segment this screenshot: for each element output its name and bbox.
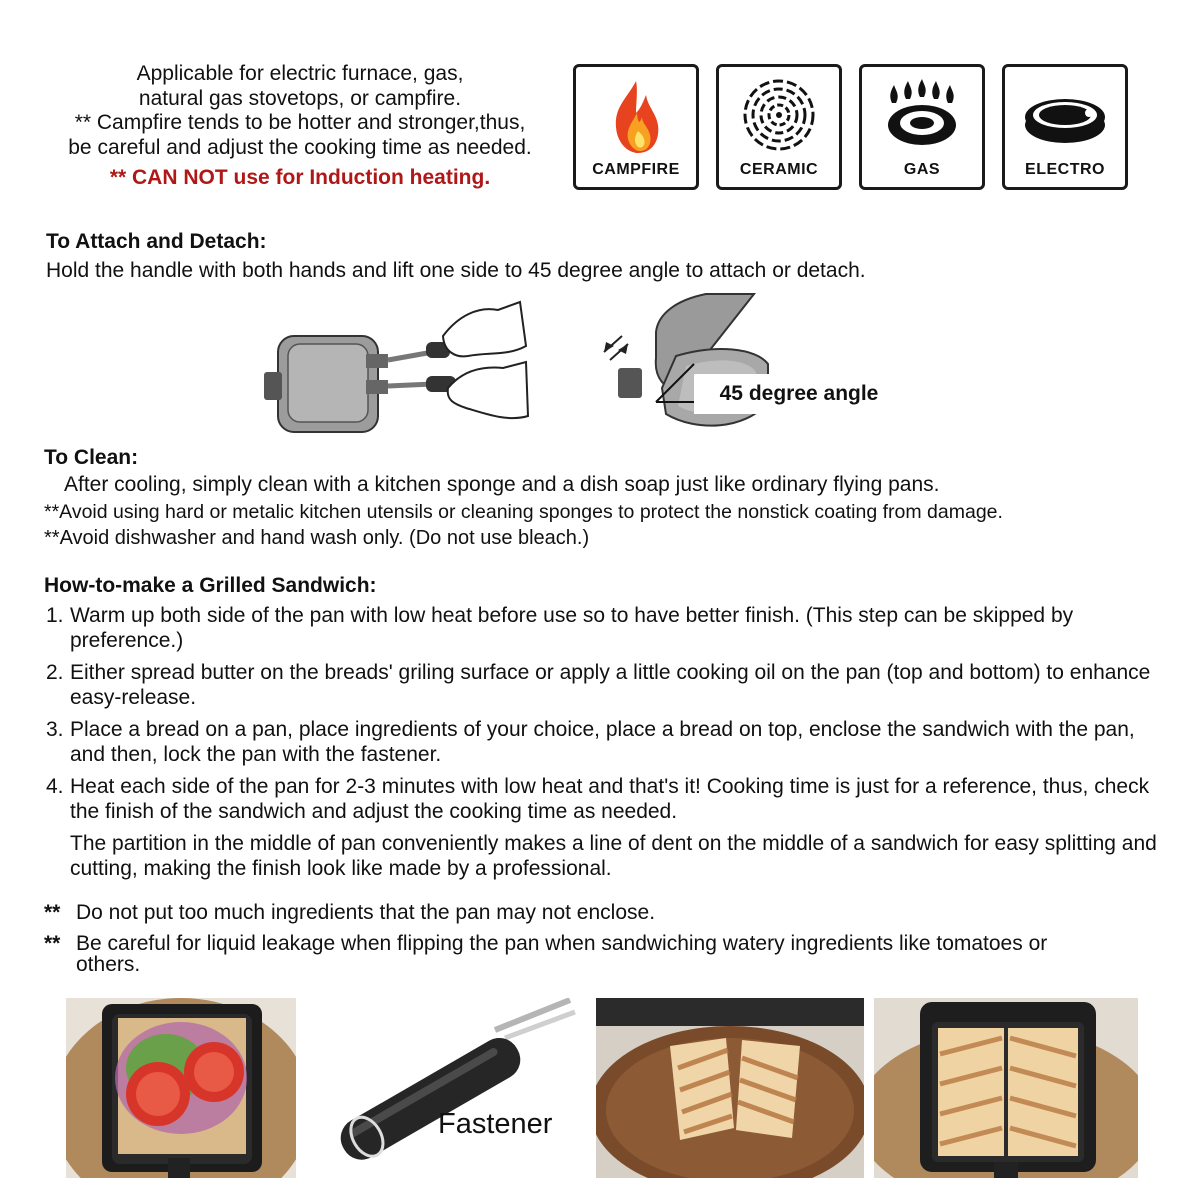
partition-note: The partition in the middle of pan conveniently makes a line of dent on the middle of a sandwich for easy splitting and cutting, making the finish look like made by a professional. (70, 832, 1157, 880)
electric-plate-icon (1005, 73, 1125, 163)
intro-line-4: be careful and adjust the cooking time as needed. (68, 135, 532, 159)
note-text: Be careful for liquid leakage when flipping the pan when sandwiching watery ingredients like tomatoes or others. (76, 932, 1048, 976)
source-box-ceramic (716, 64, 842, 190)
step-text: Heat each side of the pan for 2-3 minutes with low heat and that's it! Cooking time is just for a reference, thus, check the finish of the sandwich and adjust the cooking time as needed. (70, 775, 1150, 823)
angle-label: 45 degree angle (694, 374, 904, 414)
pan-with-hands-illustration (258, 296, 538, 438)
step-item (46, 604, 1166, 653)
attach-title: To Attach and Detach: (46, 230, 267, 253)
note-mark: ** (44, 901, 61, 924)
gas-burner-icon (862, 73, 982, 163)
photo-sandwich-open (66, 998, 296, 1178)
fastener-handle-icon (320, 998, 580, 1178)
induction-warning: ** CAN NOT use for Induction heating. (109, 166, 491, 189)
intro-line-3: ** Campfire tends to be hotter and stronger,thus, (74, 111, 526, 134)
note-item (44, 933, 1164, 975)
step-item (46, 661, 1166, 710)
intro-line-2: natural gas stovetops, or campfire. (138, 86, 462, 110)
source-label-ceramic: CERAMIC (739, 161, 819, 178)
step-number: 1. (46, 604, 64, 627)
step-text: Either spread butter on the breads' griling surface or apply a little cooking oil on the pan (top and bottom) to enhance easy-release. (70, 661, 1151, 709)
notes-list (44, 902, 1164, 975)
step-item (46, 718, 1166, 767)
photo-pan-toasted (874, 998, 1138, 1178)
step-text: Place a bread on a pan, place ingredients of your choice, place a bread on top, enclose the sandwich with the pan, and then, lock the pan with the fastener. (70, 718, 1135, 766)
clean-line-1: After cooling, simply clean with a kitchen sponge and a dish soap just like ordinary flying pans. (64, 473, 940, 496)
source-label-electro: ELECTRO (1025, 161, 1105, 178)
photo-fastener (320, 998, 580, 1178)
source-box-campfire (573, 64, 699, 190)
step-number: 3. (46, 718, 64, 741)
clean-title: To Clean: (44, 446, 139, 469)
fastener-label: Fastener (438, 1108, 553, 1140)
clean-line-3: **Avoid dishwasher and hand wash only. (Do not use bleach.) (44, 527, 590, 549)
campfire-icon (576, 73, 696, 163)
step-item (46, 775, 1166, 824)
source-box-gas (859, 64, 985, 190)
howto-steps (46, 604, 1166, 889)
source-label-campfire: CAMPFIRE (592, 161, 680, 178)
note-mark: ** (44, 932, 61, 955)
intro-line-1: Applicable for electric furnace, gas, (136, 62, 464, 85)
step-text: Warm up both side of the pan with low heat before use so to have better finish. (This step can be skipped by preference.) (70, 604, 1074, 652)
photo-toasted-sandwiches (596, 998, 864, 1178)
step-extra (46, 832, 1166, 881)
note-text: Do not put too much ingredients that the pan may not enclose. (76, 901, 656, 924)
ceramic-icon (719, 73, 839, 163)
step-number: 4. (46, 775, 64, 798)
attach-text: Hold the handle with both hands and lift one side to 45 degree angle to attach or detach. (46, 259, 866, 282)
step-number: 2. (46, 661, 64, 684)
howto-title: How-to-make a Grilled Sandwich: (44, 574, 377, 597)
heat-source-intro (20, 62, 580, 191)
clean-line-2: **Avoid using hard or metalic kitchen utensils or cleaning sponges to protect the nonstick coating from damage. (44, 501, 1003, 523)
note-item (44, 902, 1164, 923)
source-box-electro (1002, 64, 1128, 190)
source-label-gas: GAS (903, 161, 941, 178)
